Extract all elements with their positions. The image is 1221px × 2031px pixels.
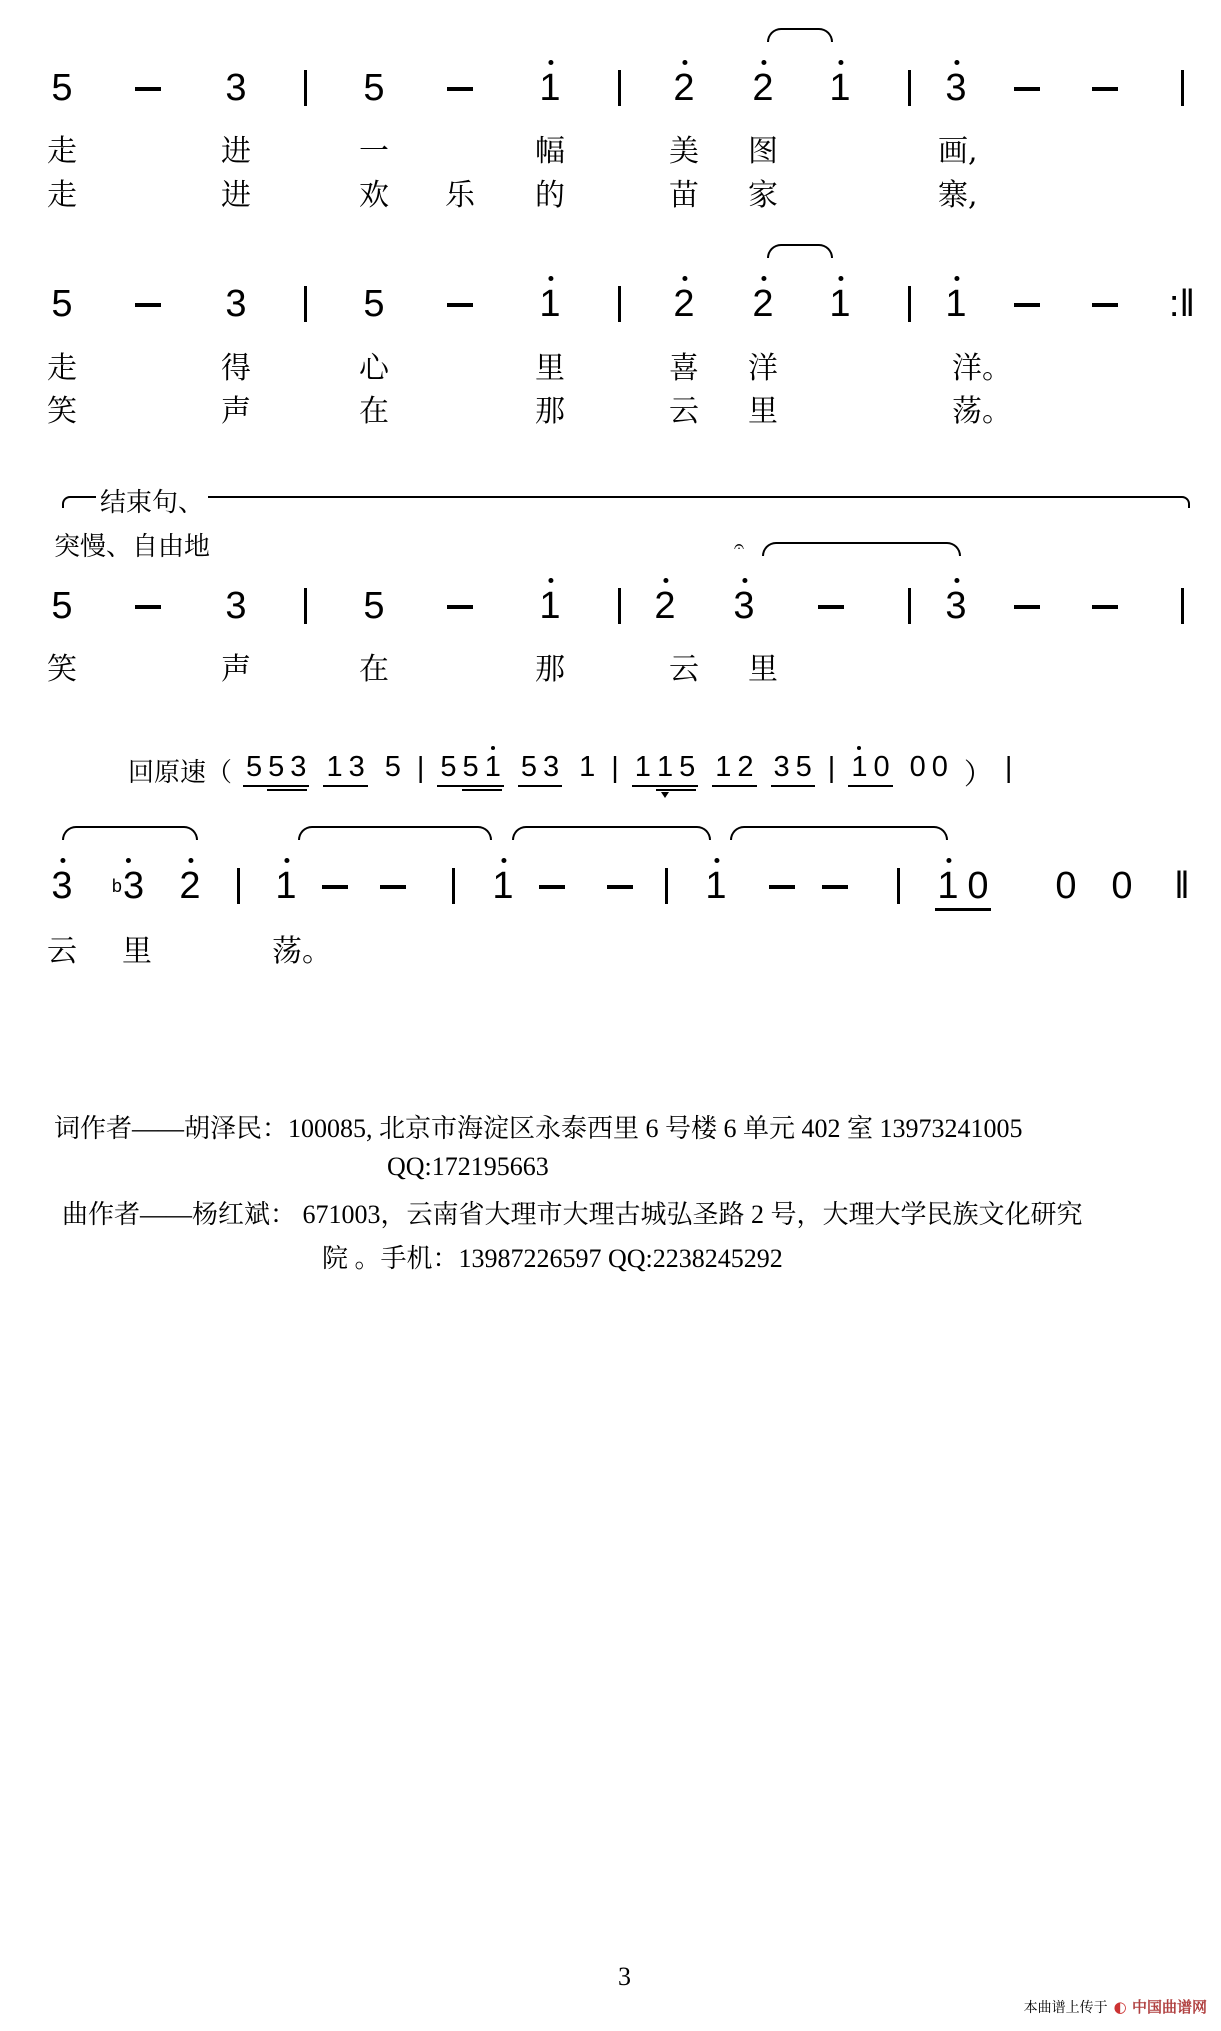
note [945, 68, 966, 108]
lyric-syllable: 在 [359, 394, 389, 429]
close-paren: ） [963, 759, 993, 791]
end-barline [1174, 866, 1190, 906]
note-value: 3 [733, 585, 755, 627]
note [51, 68, 72, 108]
note [1111, 866, 1132, 906]
barline: | [1004, 752, 1013, 784]
note [51, 586, 72, 626]
note-group [848, 752, 892, 787]
note-value: 5 [363, 283, 385, 325]
barline [452, 868, 455, 904]
lyric-syllable: 得 [221, 351, 251, 386]
note [673, 284, 694, 324]
lyric-syllable: 笑 [47, 652, 77, 687]
note-value: 5 [51, 283, 73, 325]
note: 5 [268, 751, 285, 783]
barline [908, 286, 911, 322]
barline [618, 588, 621, 624]
lyric-syllable: 荡。 [952, 394, 1012, 429]
barline [237, 868, 240, 904]
lyric-syllable: 美 [669, 134, 699, 169]
page-number: 3 [618, 1962, 631, 1991]
double-underline [654, 752, 698, 782]
lyric-syllable: 的 [535, 178, 565, 213]
note-value: 3 [945, 585, 967, 627]
note-value: 0 [1055, 865, 1077, 907]
slur [762, 542, 961, 556]
note: 3 [542, 751, 560, 783]
note: 1 [634, 751, 651, 783]
note-value: 1 [829, 67, 851, 109]
note [363, 68, 384, 108]
note: 5 [520, 751, 537, 783]
composer-info: 曲作者——杨红斌： 671003，云南省大理市大理古城弘圣路 2 号，大理大学民族文化研究 [62, 1200, 1083, 1229]
lyric-syllable: 里 [748, 394, 778, 429]
barline [897, 868, 900, 904]
lyricist-info: 词作者——胡泽民：100085, 北京市海淀区永泰西里 6 号楼 6 单元 402 室 13973241005 [54, 1114, 1023, 1143]
lyric-syllable: 笑 [47, 394, 77, 429]
slur [62, 826, 198, 840]
note: 1 [326, 751, 343, 783]
lyric-syllable: 苗 [669, 178, 699, 213]
note [967, 866, 988, 906]
dash-mark [1014, 303, 1040, 307]
note [112, 866, 144, 906]
lyric-syllable: 那 [535, 394, 565, 429]
note-value: 1 [275, 865, 297, 907]
lyric-syllable: 画, [938, 134, 978, 169]
note [225, 68, 246, 108]
watermark-prefix: 本曲谱上传于 [1023, 1999, 1108, 2016]
note-value: 5 [363, 67, 385, 109]
note: 1 [715, 751, 732, 783]
lyric-syllable: 寨, [938, 178, 978, 213]
note [539, 68, 560, 108]
barline [908, 588, 911, 624]
note [945, 586, 966, 626]
barline [665, 868, 668, 904]
note-value: 3 [225, 283, 247, 325]
barline [1181, 588, 1184, 624]
dash-mark [769, 885, 795, 889]
note-group [518, 752, 562, 787]
note-value: 3 [945, 67, 967, 109]
note-group [632, 752, 698, 787]
barline [618, 70, 621, 106]
note [179, 866, 200, 906]
note-value: 0 [1111, 865, 1133, 907]
note [654, 586, 675, 626]
lyric-syllable: 云 [669, 394, 699, 429]
end-barline [1169, 284, 1195, 324]
lyric-syllable: 一 [359, 134, 389, 169]
slur [730, 826, 948, 840]
lyric-syllable: 心 [359, 351, 389, 386]
barline [618, 286, 621, 322]
note-value: 2 [673, 67, 695, 109]
slur [512, 826, 711, 840]
dash-mark [447, 605, 473, 609]
flat-sign: b [111, 876, 122, 896]
lyric-syllable: 走 [47, 351, 77, 386]
barline [304, 588, 307, 624]
interlude-row [128, 752, 1018, 793]
note: 1 [656, 751, 674, 783]
lyric-syllable: 里 [748, 652, 778, 687]
barline [908, 70, 911, 106]
note [225, 284, 246, 324]
lyric-syllable: 欢 [359, 178, 389, 213]
note: 2 [737, 751, 754, 783]
note: 5 [462, 751, 479, 783]
note: 0 [873, 751, 890, 783]
lyric-syllable: 声 [221, 652, 251, 687]
note-value: 1 [945, 283, 967, 325]
note [51, 284, 72, 324]
lyricist-qq: QQ:172195663 [387, 1152, 549, 1181]
lyric-syllable: 走 [47, 178, 77, 213]
slur [767, 244, 833, 258]
note-value: 5 [51, 67, 73, 109]
note [752, 68, 773, 108]
note-value: 1 [937, 865, 959, 907]
lyric-syllable: 喜 [669, 351, 699, 386]
note-value: 2 [752, 67, 774, 109]
barline [304, 70, 307, 106]
watermark [1024, 1996, 1207, 2017]
note: 5 [384, 751, 401, 783]
note-value: 0 [967, 865, 989, 907]
note: 1 [484, 751, 501, 783]
note-value: ‖ [1174, 865, 1190, 907]
dash-mark [1092, 605, 1118, 609]
lyric-syllable: 荡。 [272, 934, 332, 969]
dash-mark [1014, 87, 1040, 91]
dash-mark [135, 605, 161, 609]
note [539, 586, 560, 626]
note: 5 [679, 751, 696, 783]
lyric-syllable: 声 [221, 394, 251, 429]
lyric-syllable: 进 [221, 134, 251, 169]
lyric-syllable: 里 [122, 934, 152, 969]
dash-mark [380, 885, 406, 889]
note-value: 2 [179, 865, 201, 907]
note-value: 3 [225, 67, 247, 109]
note-group [712, 752, 756, 787]
lyric-syllable: 里 [535, 351, 565, 386]
fermata-icon: 𝄐 [734, 536, 745, 557]
note: 0 [909, 751, 926, 783]
note [363, 284, 384, 324]
note [363, 586, 384, 626]
note-value: 1 [705, 865, 727, 907]
note-value: 3 [51, 865, 73, 907]
lyric-syllable: 洋。 [952, 351, 1012, 386]
note: 5 [246, 751, 263, 783]
underline [935, 908, 991, 911]
double-underline [460, 752, 504, 782]
note-value: 2 [752, 283, 774, 325]
dash-mark [322, 885, 348, 889]
composer-contact: 院 。手机：13987226597 QQ:2238245292 [322, 1244, 783, 1273]
note-group [243, 752, 309, 787]
note-value: 1 [492, 865, 514, 907]
note [1055, 866, 1076, 906]
dash-mark [822, 885, 848, 889]
lyric-syllable: 走 [47, 134, 77, 169]
lyric-syllable: 那 [535, 652, 565, 687]
slur [298, 826, 492, 840]
dash-mark [1092, 303, 1118, 307]
note: 1 [579, 751, 596, 783]
note-value: 1 [539, 67, 561, 109]
note [492, 866, 513, 906]
double-underline [265, 752, 309, 782]
note-value: 1 [539, 283, 561, 325]
dash-mark [607, 885, 633, 889]
dash-mark [135, 87, 161, 91]
note [733, 586, 754, 626]
ending-label: 结束句、 [96, 482, 208, 519]
note [225, 586, 246, 626]
note-value: 2 [654, 585, 676, 627]
barline: | [611, 752, 619, 784]
note [673, 68, 694, 108]
note-group [576, 752, 598, 787]
dash-mark [447, 87, 473, 91]
dash-mark [1092, 87, 1118, 91]
note-value: 3 [225, 585, 247, 627]
note: 3 [290, 751, 307, 783]
lyric-syllable: 家 [748, 178, 778, 213]
note-value: 2 [673, 283, 695, 325]
note-group [771, 752, 815, 787]
dash-mark [447, 303, 473, 307]
watermark-logo: ◐ 中国曲谱网 [1113, 1998, 1207, 2016]
lyric-syllable: 进 [221, 178, 251, 213]
lyric-syllable: 云 [47, 934, 77, 969]
dash-mark [1014, 605, 1040, 609]
note-value: :‖ [1168, 283, 1196, 325]
note: 5 [795, 751, 812, 783]
note-value: 1 [829, 283, 851, 325]
note [275, 866, 296, 906]
barline [304, 286, 307, 322]
note: 5 [440, 751, 457, 783]
note-group [437, 752, 503, 787]
tempo-return-label: 回原速（ [128, 758, 233, 788]
lyric-syllable: 洋 [748, 351, 778, 386]
note-value: 5 [363, 585, 385, 627]
lyric-syllable: 幅 [535, 134, 565, 169]
note [752, 284, 773, 324]
note: 3 [348, 751, 365, 783]
barline [1181, 70, 1184, 106]
note [829, 68, 850, 108]
note-group [323, 752, 367, 787]
note [705, 866, 726, 906]
dash-mark [135, 303, 161, 307]
lyric-syllable: 乐 [445, 178, 475, 213]
note-group [382, 752, 404, 787]
note: 0 [931, 751, 948, 783]
ending-bracket [62, 496, 1190, 508]
note [945, 284, 966, 324]
note-value: 3 [122, 865, 145, 907]
barline: | [416, 752, 425, 784]
dash-mark [818, 605, 844, 609]
slur [767, 28, 833, 42]
tempo-label: 突慢、自由地 [54, 532, 211, 562]
lyric-syllable: 图 [748, 134, 778, 169]
note-value: 1 [539, 585, 561, 627]
note: 1 [851, 751, 868, 783]
note [51, 866, 72, 906]
note [539, 284, 560, 324]
note-value: 5 [51, 585, 73, 627]
note-group [907, 752, 951, 787]
lyric-syllable: 云 [669, 652, 699, 687]
note: 3 [773, 751, 790, 783]
lyric-syllable: 在 [359, 652, 389, 687]
note [937, 866, 958, 906]
barline: | [827, 752, 836, 784]
note [829, 284, 850, 324]
dash-mark [539, 885, 565, 889]
